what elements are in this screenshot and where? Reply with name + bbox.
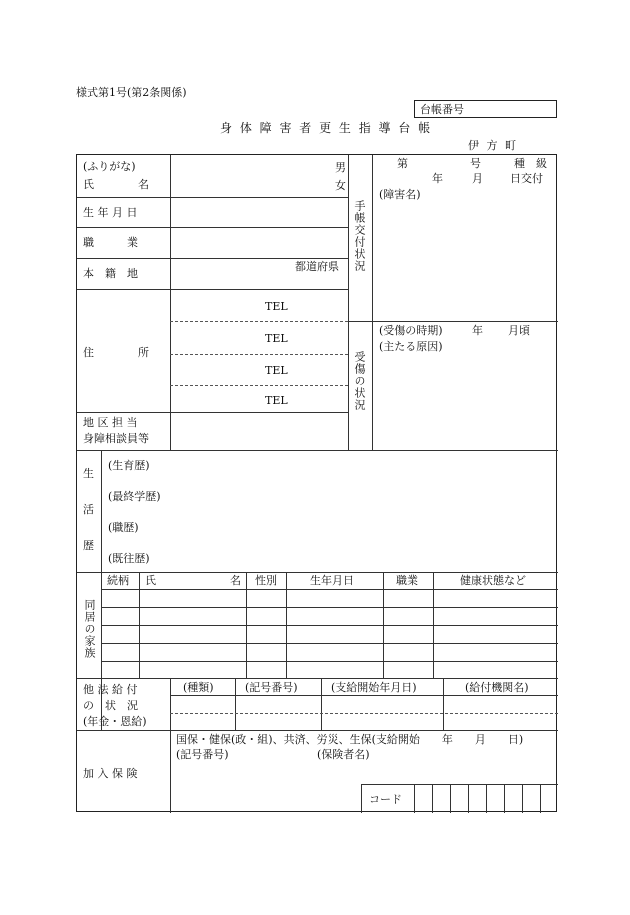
female-label: 女 (335, 179, 346, 192)
town-name: 伊 方 町 (468, 139, 518, 152)
domicile-label: 本 籍 地 (83, 267, 138, 280)
work-history-label: (職歴) (108, 521, 139, 534)
education-history-label: (最終学歴) (108, 490, 161, 503)
life-history-char-1: 生 (83, 467, 94, 480)
dob-label: 生 年 月 日 (83, 206, 138, 219)
benefit-col-start-date: (支給開始年月日) (331, 681, 417, 694)
family-col-given-name: 名 (230, 574, 241, 587)
tel-label-2: TEL (265, 332, 288, 345)
handbook-year: 年 (432, 172, 443, 185)
handbook-number-prefix: 第 (397, 157, 408, 170)
disability-name-label: (障害名) (379, 188, 421, 201)
family-label: 同居の家族 (83, 599, 96, 659)
medical-history-label: (既往歴) (108, 552, 150, 565)
family-col-surname: 氏 (145, 574, 156, 587)
ledger-number-label: 台帳番号 (420, 103, 464, 116)
tel-label-4: TEL (265, 394, 288, 407)
growth-history-label: (生育歴) (108, 459, 150, 472)
life-history-char-2: 活 (83, 503, 94, 516)
benefit-col-agency: (給付機関名) (465, 681, 529, 694)
counselor-label-2: 身障相談員等 (83, 432, 149, 445)
benefit-col-type: (種類) (183, 681, 214, 694)
name-label: 氏 名 (83, 178, 149, 191)
ledger-number-box (414, 100, 557, 118)
insurance-code-label: コード (369, 793, 402, 806)
other-benefits-label-3: (年金・恩給) (83, 715, 147, 728)
occupation-label: 職 業 (83, 236, 138, 249)
page-title: 身 体 障 害 者 更 生 指 導 台 帳 (220, 121, 433, 135)
injury-month: 月頃 (508, 324, 530, 337)
ledger-form (76, 154, 557, 812)
insurance-types: 国保・健保(政・組)、共済、労災、生保(支給開始 年 月 日) (176, 733, 524, 746)
injury-status-label: 受傷の状況 (353, 351, 366, 411)
other-benefits-label-2: の 状 況 (83, 699, 138, 712)
form-number: 様式第1号(第2条関係) (76, 86, 187, 99)
male-label: 男 (335, 161, 346, 174)
family-col-occupation: 職業 (396, 574, 418, 587)
injury-year: 年 (472, 324, 483, 337)
handbook-status-label: 手帳交付状況 (353, 200, 366, 272)
injury-cause-label: (主たる原因) (379, 340, 443, 353)
benefit-col-symbol: (記号番号) (245, 681, 298, 694)
handbook-day-issued: 日交付 (510, 172, 543, 185)
counselor-label-1: 地 区 担 当 (83, 416, 138, 429)
handbook-month: 月 (472, 172, 483, 185)
insurance-symbol-number: (記号番号) (176, 748, 229, 761)
handbook-grade: 種 級 (514, 157, 547, 170)
other-benefits-label-1: 他 法 給 付 (83, 683, 138, 696)
tel-label-1: TEL (265, 300, 288, 313)
insurance-insurer-name: (保険者名) (317, 748, 370, 761)
family-col-relation: 続柄 (107, 574, 129, 587)
prefecture-label: 都道府県 (295, 260, 339, 273)
furigana-label: (ふりがな) (83, 160, 136, 173)
family-col-health: 健康状態など (460, 574, 526, 587)
family-col-sex: 性別 (255, 574, 277, 587)
family-col-dob: 生年月日 (310, 574, 354, 587)
injury-time-label: (受傷の時期) (379, 324, 443, 337)
handbook-number-suffix: 号 (470, 157, 481, 170)
tel-label-3: TEL (265, 364, 288, 377)
insurance-label: 加 入 保 険 (83, 767, 138, 780)
life-history-char-3: 歴 (83, 539, 94, 552)
address-label: 住 所 (83, 346, 149, 359)
